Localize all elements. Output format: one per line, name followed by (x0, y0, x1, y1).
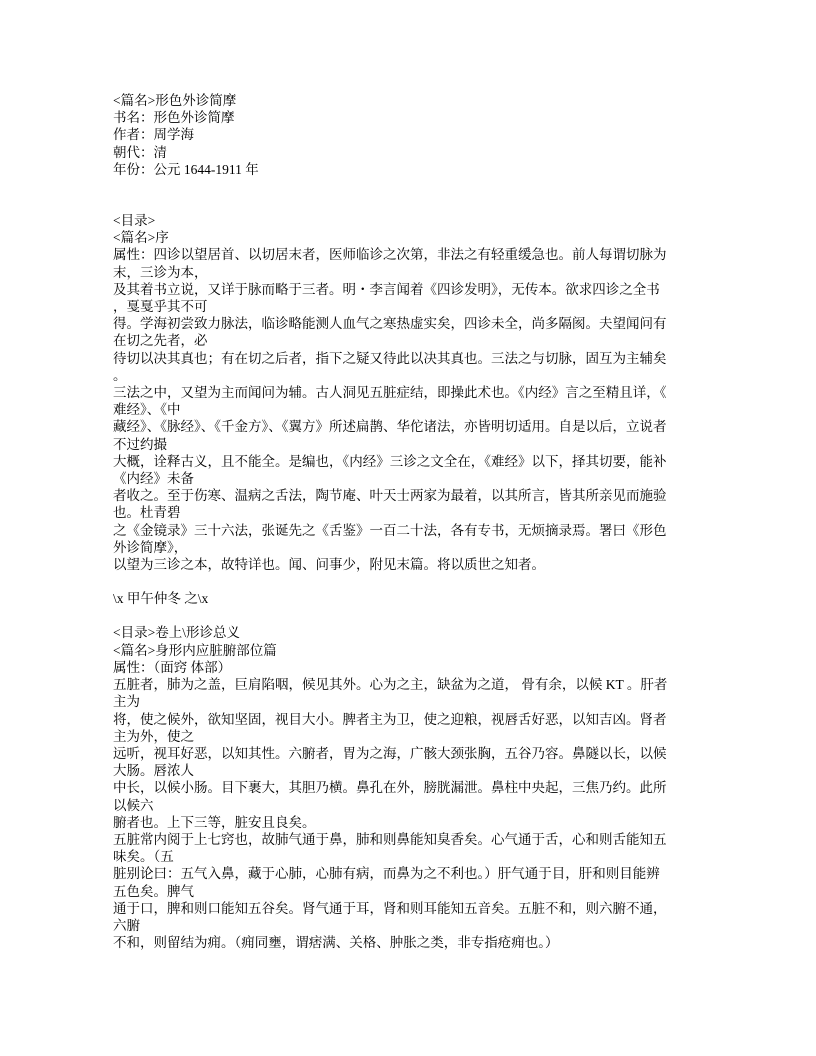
text-line: <目录> (113, 213, 156, 229)
text-line: 属性：四诊以望居首、以切居末者，医师临诊之次第，非法之有轻重缓急也。前人每谓切脉为末，三诊为本， (113, 247, 667, 280)
block-book-info (113, 92, 669, 178)
text-line: <目录>卷上\形诊总义 (113, 625, 240, 641)
block-signature (113, 590, 669, 607)
text-line: 年份：公元 1644-1911 年 (113, 161, 259, 177)
text-line: 五脏者，肺为之盖，巨肩陷咽，候见其外。心为之主，缺盆为之道， 骨有余，以候 KT 。肝者主为 (113, 677, 668, 710)
text-line: <篇名>身形内应脏腑部位篇 (113, 642, 277, 658)
text-line: 藏经》、《脉经》、《千金方》、《翼方》所述扁鹊、华佗诸法，亦皆明切适用。自是以后，立说者不过约撮 (113, 419, 667, 452)
text-line: 得。学海初尝致力脉法，临诊略能测人血气之寒热虚实矣，四诊未全，尚多隔阂。夫望闻问有在切之先者，必 (113, 316, 667, 349)
text-line: 脏别论曰：五气入鼻，藏于心肺，心肺有病，而鼻为之不利也。）肝气通于目，肝和则目能辨五色矣。脾气 (113, 866, 660, 899)
text-line: 三法之中，又望为主而闻问为辅。古人洞见五脏症结，即操此术也。《内经》言之至精且详，《难经》、《中 (113, 385, 667, 418)
text-line: <篇名>形色外诊简摩 (113, 93, 237, 108)
text-line: 五脏常内阅于上七窍也，故肺气通于鼻，肺和则鼻能知臭香矣。心气通于舌，心和则舌能知五味矣。（五 (113, 831, 667, 865)
text-line: 大概，诠释古义，且不能全。是编也，《内经》三诊之文全在，《难经》以下，择其切要，能补《内经》未备 (113, 453, 667, 487)
block-preface (113, 212, 669, 573)
text-line: 之《金镜录》三十六法，张诞先之《舌鉴》一百二十法，各有专书，无烦摘录焉。署曰《形色外诊简摩》， (113, 522, 667, 555)
text-line: 书名：形色外诊简摩 (113, 110, 235, 126)
text-line: 将，使之候外，欲知坚固，视目大小。脾者主为卫，使之迎粮，视唇舌好恶，以知吉凶。肾者主为外，使之 (113, 711, 667, 744)
text-line: 待切以决其真也；有在切之后者，指下之疑又待此以决其真也。三法之与切脉，固互为主辅矣。 (113, 350, 667, 383)
text-line: 中长，以候小肠。目下裹大，其胆乃横。鼻孔在外，膀胱漏泄。鼻柱中央起，三焦乃约。此所以候六 (113, 780, 667, 813)
text-line: 作者：周学海 (113, 127, 194, 143)
text-line: 不和，则留结为痈。（痈同壅，谓痞满、关格、肿胀之类，非专指疮痈也。） (113, 935, 559, 951)
text-line: 远听，视耳好恶，以知其性。六腑者，胃为之海，广骸大颈张胸，五谷乃容。鼻隧以长，以候大肠。唇浓人 (113, 745, 667, 779)
text-line: \x 甲午仲冬 之\x (113, 591, 209, 607)
text-line: 通于口，脾和则口能知五谷矣。肾气通于耳，肾和则耳能知五音矣。五脏不和，则六腑不通，六腑 (113, 900, 667, 933)
block-chapter (113, 624, 669, 951)
text-line: <篇名>序 (113, 230, 169, 246)
text-line: 以望为三诊之本，故特详也。闻、问事少，附见末篇。将以质世之知者。 (113, 557, 545, 573)
text-line: 者收之。至于伤寒、温病之舌法，陶节庵、叶天士两家为最着，以其所言，皆其所亲见而施验也。杜青碧 (113, 488, 667, 521)
text-line: 腑者也。上下三等，脏安且良矣。 (113, 814, 316, 830)
document-text (113, 92, 669, 951)
text-line: 朝代：清 (113, 144, 167, 160)
text-line: 及其着书立说，又详于脉而略于三者。明・李言闻着《四诊发明》，无传本。欲求四诊之全书，戛戛乎其不可 (113, 281, 660, 315)
text-line: 属性：（面窍 体部） (113, 659, 232, 675)
